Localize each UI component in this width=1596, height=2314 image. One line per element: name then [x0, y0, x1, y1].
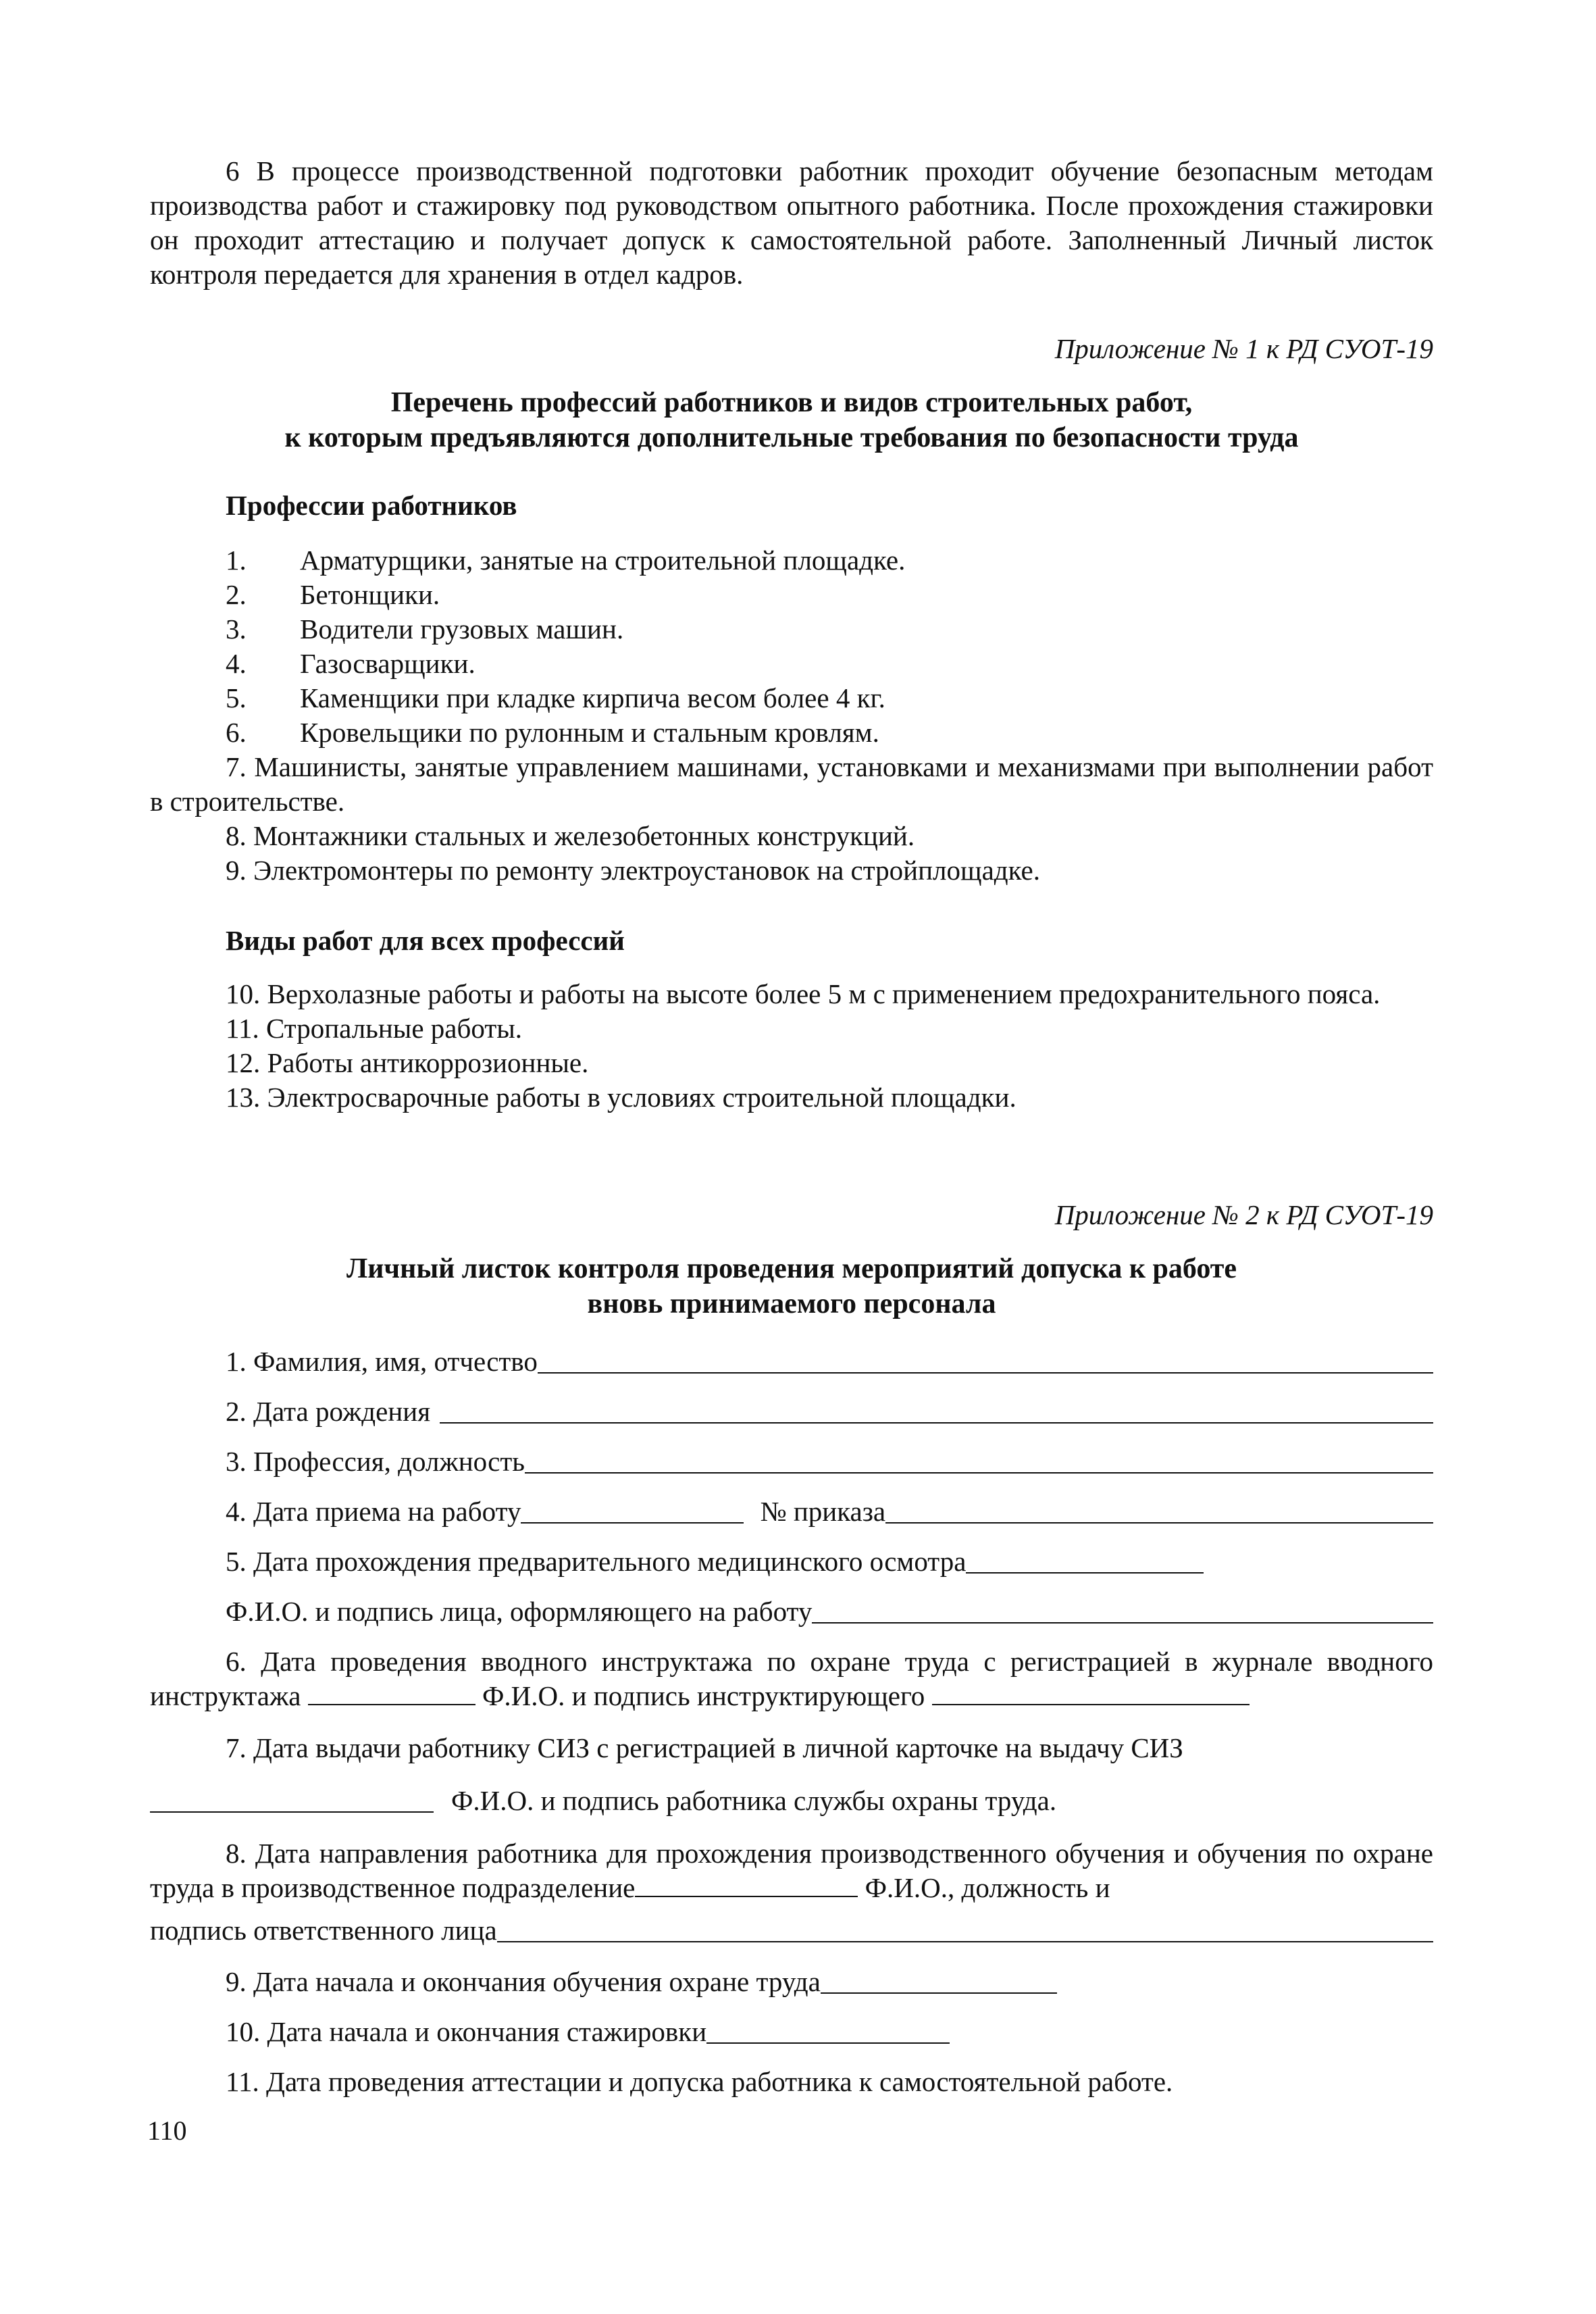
- fill-line[interactable]: [150, 1787, 434, 1813]
- fill-line[interactable]: [497, 1917, 1433, 1942]
- fill-line[interactable]: [440, 1398, 1433, 1424]
- list-item-text: Газосварщики.: [300, 648, 475, 679]
- list-item-number: 5.: [226, 682, 247, 713]
- field-label: Ф.И.О., должность и: [865, 1872, 1110, 1903]
- field-label: Ф.И.О. и подпись работника службы охраны труда.: [451, 1785, 1057, 1816]
- appendix-1-label: Приложение № 1 к РД СУОТ-19: [1054, 333, 1433, 364]
- page-number: 110: [147, 2115, 187, 2146]
- list-item: 8. Монтажники стальных и железобетонных конструкций.: [226, 820, 915, 851]
- list-item: [226, 715, 1433, 750]
- field-label: 6. Дата проведения вводного инструктажа по охране труда с регистрацией в журнале: [226, 1646, 1313, 1677]
- fill-line[interactable]: [821, 1968, 1057, 1994]
- list-item-number: 1.: [226, 545, 247, 576]
- field-certification: [226, 2065, 1433, 2099]
- field-responsible-person: [150, 1913, 1433, 1948]
- field-medical-exam: [226, 1544, 1433, 1579]
- list-item-number: 3.: [226, 613, 247, 645]
- list-item-number: 6.: [226, 717, 247, 748]
- list-item-text: Арматурщики, занятые на строительной площадке.: [300, 545, 906, 576]
- field-hire-date: [226, 1494, 1433, 1529]
- list-item: 13. Электросварочные работы в условиях строительной площадки.: [226, 1082, 1016, 1113]
- list-item-text: Бетонщики.: [300, 579, 440, 610]
- field-safety-training-dates: [226, 1965, 1433, 1999]
- fill-line[interactable]: [885, 1498, 1433, 1524]
- list-item-number: 4.: [226, 648, 247, 679]
- fill-line[interactable]: [521, 1498, 744, 1524]
- list-item-text: Водители грузовых машин.: [300, 613, 624, 645]
- field-label: 8. Дата направления работника для прохождения производственного обучения и обучения по охране труда в производственное подразделение: [150, 1838, 1433, 1903]
- fill-line[interactable]: [706, 2018, 950, 2044]
- appendix-1-title: [150, 385, 1433, 455]
- list-item: 11. Стропальные работы.: [226, 1013, 523, 1044]
- list-item: [226, 647, 1433, 681]
- field-training-referral: [150, 1836, 1433, 1905]
- appendix-2-title: [150, 1251, 1433, 1322]
- field-intro-briefing: [150, 1644, 1433, 1713]
- field-label: 9. Дата начала и окончания обучения охране труда: [226, 1966, 821, 1997]
- field-label: 1. Фамилия, имя, отчество: [226, 1346, 538, 1377]
- appendix-2-title-line-2: вновь принимаемого персонала: [587, 1288, 996, 1319]
- field-hiring-officer: [226, 1594, 1433, 1629]
- list-item: 7. Машинисты, занятые управлением машинами, установками и механизмами при выполнении работ в строительстве.: [150, 751, 1433, 817]
- field-label: вводного инструктажа: [150, 1646, 1434, 1711]
- professions-heading: Профессии работников: [226, 490, 517, 521]
- field-profession: [226, 1444, 1433, 1479]
- list-item: 9. Электромонтеры по ремонту электроустановок на стройплощадке.: [226, 855, 1040, 886]
- fill-line[interactable]: [812, 1598, 1433, 1624]
- field-ppe-issue-sign: [150, 1784, 1433, 1818]
- list-item-text: Кровельщики по рулонным и стальным кровлям.: [300, 717, 879, 748]
- appendix-1-title-line-2: к которым предъявляются дополнительные требования по безопасности труда: [284, 422, 1299, 453]
- professions-list-continued: [150, 750, 1433, 888]
- field-full-name: [226, 1344, 1433, 1379]
- field-label: подпись ответственного лица: [150, 1915, 497, 1946]
- appendix-2-title-line-1: Личный листок контроля проведения мероприятий допуска к работе: [346, 1253, 1237, 1284]
- list-item-text: Каменщики при кладке кирпича весом более 4 кг.: [300, 682, 885, 713]
- list-item: [226, 612, 1433, 647]
- appendix-1-title-line-1: Перечень профессий работников и видов строительных работ,: [390, 387, 1193, 418]
- field-label: 4. Дата приема на работу: [226, 1496, 521, 1527]
- fill-line[interactable]: [932, 1680, 1250, 1705]
- list-item: 10. Верхолазные работы и работы на высоте более 5 м с применением предохранительного пояса.: [226, 978, 1381, 1009]
- fill-line[interactable]: [538, 1348, 1433, 1374]
- field-label: № приказа: [760, 1496, 886, 1527]
- fill-line[interactable]: [525, 1448, 1433, 1474]
- list-item-number: 2.: [226, 579, 247, 610]
- list-item: [226, 578, 1433, 612]
- field-ppe-issue: 7. Дата выдачи работнику СИЗ с регистрацией в личной карточке на выдачу СИЗ: [226, 1732, 1183, 1763]
- works-heading: Виды работ для всех профессий: [226, 925, 625, 956]
- fill-line[interactable]: [966, 1548, 1204, 1574]
- intro-paragraph: 6 В процессе производственной подготовки работник проходит обучение безопасным методам производства работ и стажировку под руководством опытного работника. После прохождения стажировки он проходит аттестацию и получает допуск к самостоятельной работе. Заполненный Личный листок контроля передается для хранения в отдел кадров.: [150, 155, 1433, 290]
- field-label: 3. Профессия, должность: [226, 1446, 525, 1477]
- field-internship-dates: [226, 2015, 1433, 2049]
- fill-line[interactable]: [635, 1871, 858, 1897]
- field-label: Ф.И.О. и подпись лица, оформляющего на работу: [226, 1596, 813, 1627]
- professions-list: [226, 543, 1433, 750]
- field-label: Ф.И.О. и подпись инструктирующего: [482, 1680, 925, 1711]
- field-birth-date: [226, 1394, 1433, 1429]
- list-item: 12. Работы антикоррозионные.: [226, 1047, 589, 1078]
- works-list: [150, 977, 1433, 1115]
- fill-line[interactable]: [308, 1680, 475, 1705]
- appendix-2-label: Приложение № 2 к РД СУОТ-19: [1054, 1199, 1433, 1230]
- list-item: [226, 681, 1433, 715]
- field-label: 11. Дата проведения аттестации и допуска работника к самостоятельной работе.: [226, 2066, 1173, 2097]
- list-item: [226, 543, 1433, 578]
- field-label: 2. Дата рождения: [226, 1396, 431, 1427]
- field-label: 5. Дата прохождения предварительного медицинского осмотра: [226, 1546, 967, 1577]
- field-label: 10. Дата начала и окончания стажировки: [226, 2016, 707, 2047]
